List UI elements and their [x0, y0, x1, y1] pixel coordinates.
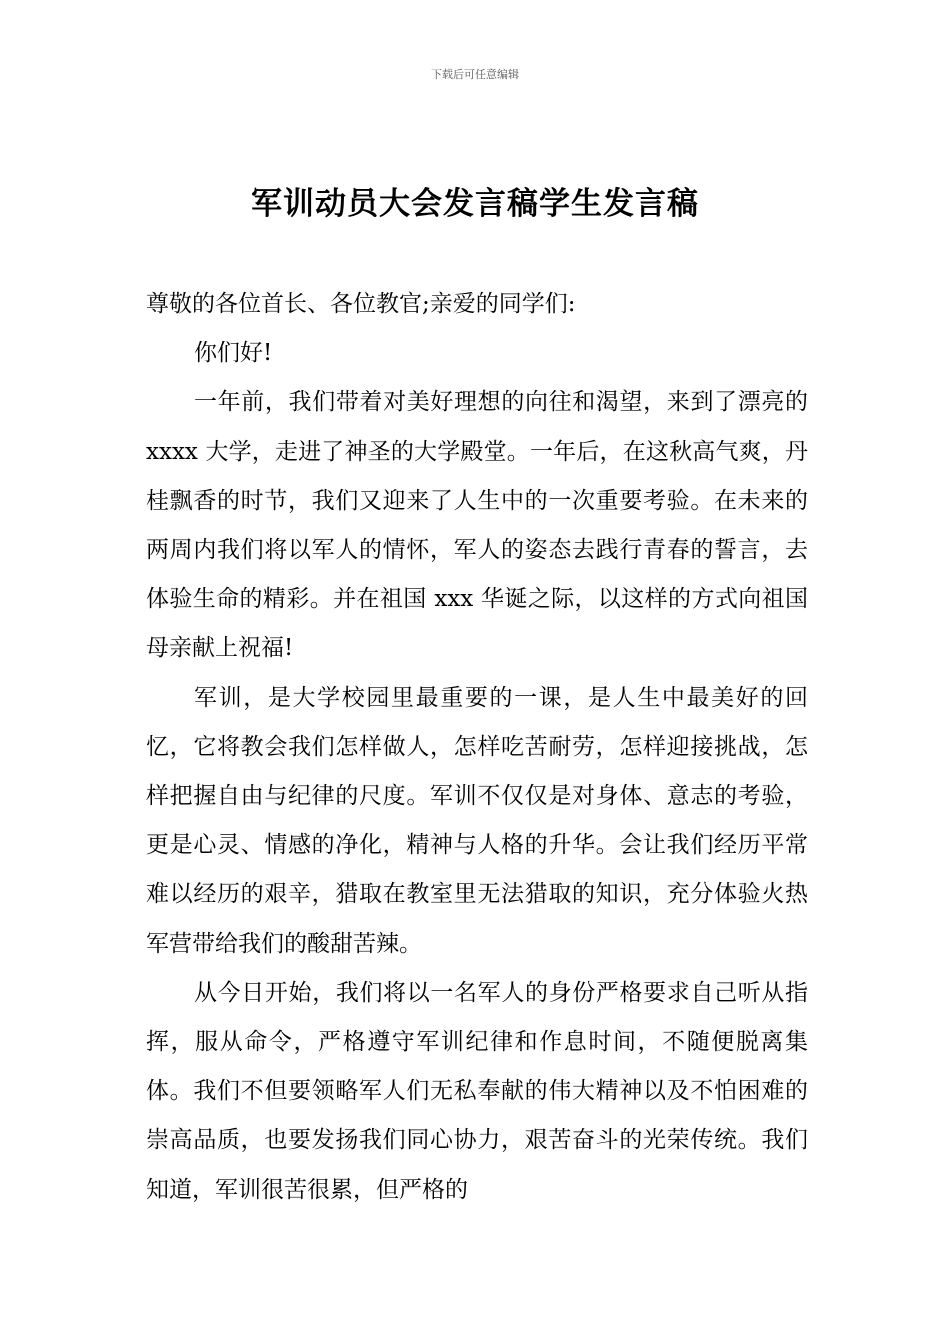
- header-note: 下载后可任意编辑: [431, 68, 519, 81]
- paragraph-2: 军训，是大学校园里最重要的一课，是人生中最美好的回忆，它将教会我们怎样做人，怎样吃苦耐劳，怎样迎接挑战，怎样把握自由与纪律的尺度。军训不仅仅是对身体、意志的考验，更是心灵、情感的净化，精神与人格的升华。会让我们经历平常难以经历的艰辛，猎取在教室里无法猎取的知识，充分体验火热军营带给我们的酸甜苦辣。: [146, 684, 808, 957]
- paragraph-1: 一年前，我们带着对美好理想的向往和渴望，来到了漂亮的 xxxx 大学，走进了神圣的大学殿堂。一年后，在这秋高气爽，丹桂飘香的时节，我们又迎来了人生中的一次重要考验。在未来的两周内我们将以军人的情怀，军人的姿态去践行青春的誓言，去体验生命的精彩。并在祖国 xxx 华诞之际，以这样的方式向祖国母亲献上祝福!: [146, 389, 808, 662]
- paragraph-greeting: 你们好!: [194, 340, 273, 367]
- document-body: [146, 280, 808, 1215]
- document-title: 军训动员大会发言稿学生发言稿: [251, 186, 699, 222]
- salutation: 尊敬的各位首长、各位教官;亲爱的同学们:: [146, 291, 576, 317]
- paragraph-3: 从今日开始，我们将以一名军人的身份严格要求自己听从指挥，服从命令，严格遵守军训纪律和作息时间，不随便脱离集体。我们不但要领略军人们无私奉献的伟大精神以及不怕困难的崇高品质，也要发扬我们同心协力，艰苦奋斗的光荣传统。我们知道，军训很苦很累，但严格的: [146, 979, 808, 1203]
